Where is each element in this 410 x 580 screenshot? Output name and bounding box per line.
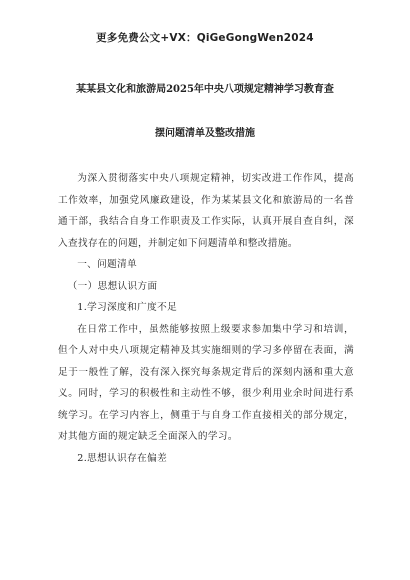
document-title-line-2: 摆问题清单及整改措施 (155, 128, 255, 139)
header-banner: 更多免费公文+VX：QiGeGongWen2024 (96, 32, 314, 44)
item-heading-ideology-bias: 2.思想认识存在偏差 (77, 452, 168, 464)
subsection-heading-ideology: （一）思想认识方面 (67, 280, 158, 292)
section-heading-problem-list: 一、问题清单 (77, 259, 138, 270)
document-title-line-1: 某某县文化和旅游局2025年中央八项规定精神学习教育查 (76, 84, 334, 95)
intro-paragraph: 为深入贯彻落实中央八项规定精神，切实改进工作作风，提高工作效率，加强党风廉政建设，作为某某县文化和旅游局的一名普通干部，我结合自身工作职责及工作实际，认真开展自查自纠，深入查找存在的问题，并制定如下问题清单和整改措施。 (58, 173, 354, 249)
item-heading-study-depth: 1.学习深度和广度不足 (77, 302, 178, 313)
document-body (58, 168, 354, 469)
item-paragraph-study-depth: 在日常工作中，虽然能够按照上级要求参加集中学习和培训，但个人对中央八项规定精神及其实施细则的学习多停留在表面，满足于一般性了解，没有深入探究每条规定背后的深刻内涵和重大意义。同时，学习的积极性和主动性不够，很少利用业余时间进行系统学习。在学习内容上，侧重于与自身工作直接相关的部分规定，对其他方面的规定缺乏全面深入的学习。 (58, 323, 354, 442)
